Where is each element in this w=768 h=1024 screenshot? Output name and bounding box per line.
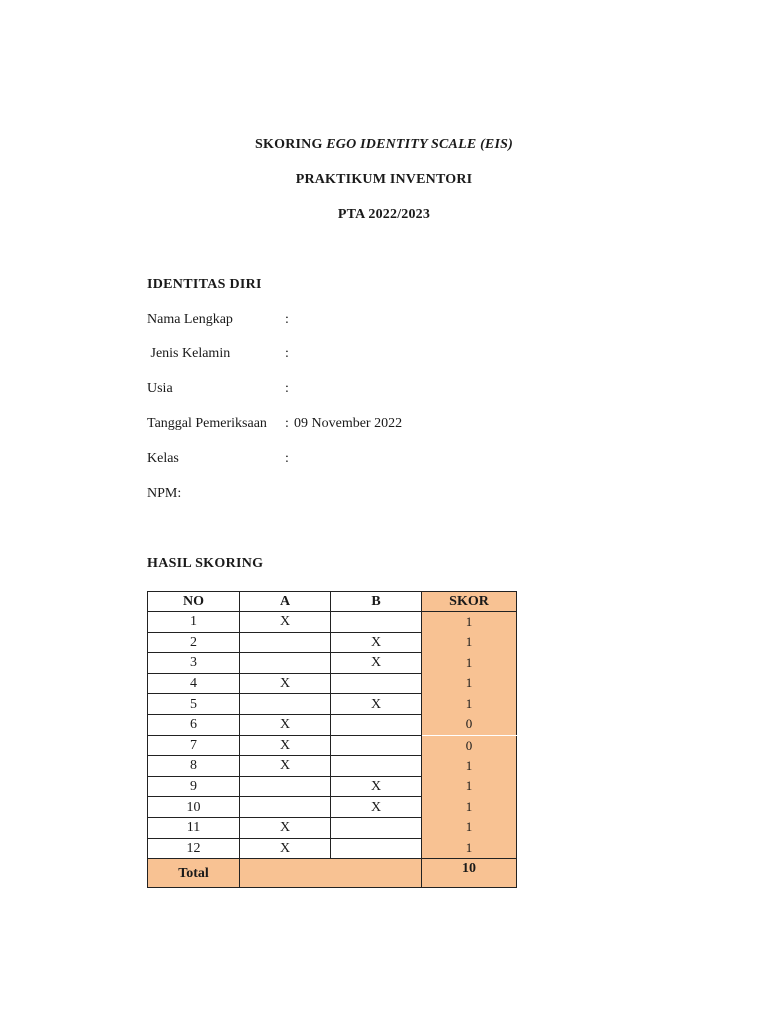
cell-b [331, 673, 422, 694]
cell-skor: 1 [422, 694, 517, 715]
cell-a: X [240, 735, 331, 756]
cell-b: X [331, 797, 422, 818]
field-colon: : [285, 346, 289, 361]
cell-b [331, 735, 422, 756]
field-colon: : [285, 416, 289, 431]
cell-no: 6 [148, 714, 240, 735]
cell-skor: 1 [422, 817, 517, 838]
cell-skor: 1 [422, 612, 517, 633]
cell-b [331, 612, 422, 633]
cell-no: 11 [148, 817, 240, 838]
title-prefix: SKORING [255, 137, 327, 152]
cell-skor: 1 [422, 653, 517, 674]
table-row [148, 714, 517, 735]
cell-b: X [331, 653, 422, 674]
column-header-b: B [331, 592, 422, 612]
table-row [148, 653, 517, 674]
field-colon: : [285, 451, 289, 466]
cell-no: 8 [148, 756, 240, 777]
table-row [148, 756, 517, 777]
cell-no: 5 [148, 694, 240, 715]
total-value: 10 [422, 859, 517, 888]
scoring-table-body [148, 612, 517, 859]
cell-skor: 1 [422, 673, 517, 694]
cell-skor: 0 [422, 735, 517, 756]
cell-a [240, 632, 331, 653]
table-row [148, 632, 517, 653]
field-colon: : [285, 381, 289, 396]
document-title [0, 137, 768, 153]
field-label: Tanggal Pemeriksaan [147, 416, 267, 431]
cell-a: X [240, 817, 331, 838]
cell-skor: 1 [422, 632, 517, 653]
identity-heading: IDENTITAS DIRI [147, 277, 262, 292]
field-label: NPM: [147, 486, 182, 501]
cell-a: X [240, 612, 331, 633]
scoring-heading: HASIL SKORING [147, 556, 264, 571]
table-row [148, 694, 517, 715]
field-label: Kelas [147, 451, 179, 466]
cell-skor: 1 [422, 756, 517, 777]
cell-a [240, 653, 331, 674]
cell-no: 3 [148, 653, 240, 674]
cell-a: X [240, 756, 331, 777]
cell-no: 2 [148, 632, 240, 653]
cell-skor: 0 [422, 714, 517, 735]
column-header-skor: SKOR [422, 592, 517, 612]
total-label: Total [148, 859, 240, 888]
column-header-no: NO [148, 592, 240, 612]
cell-no: 1 [148, 612, 240, 633]
cell-skor: 1 [422, 776, 517, 797]
cell-b: X [331, 776, 422, 797]
table-row [148, 612, 517, 633]
cell-b [331, 714, 422, 735]
table-row [148, 817, 517, 838]
field-colon: : [285, 312, 289, 327]
cell-no: 10 [148, 797, 240, 818]
field-value: 09 November 2022 [294, 416, 403, 431]
cell-a: X [240, 714, 331, 735]
cell-no: 4 [148, 673, 240, 694]
total-empty-cell [240, 859, 422, 888]
table-row [148, 776, 517, 797]
document-period: PTA 2022/2023 [337, 207, 431, 222]
cell-skor: 1 [422, 838, 517, 859]
cell-b [331, 838, 422, 859]
cell-b [331, 817, 422, 838]
title-italic: EGO IDENTITY SCALE (EIS) [326, 137, 513, 152]
cell-b [331, 756, 422, 777]
table-row [148, 797, 517, 818]
table-row [148, 735, 517, 756]
cell-a: X [240, 673, 331, 694]
document-subtitle: PRAKTIKUM INVENTORI [295, 172, 473, 187]
total-row [148, 859, 517, 888]
cell-b: X [331, 632, 422, 653]
cell-a [240, 694, 331, 715]
scoring-table [147, 591, 517, 888]
field-label: Jenis Kelamin [147, 346, 231, 361]
cell-b: X [331, 694, 422, 715]
table-header-row [148, 592, 517, 612]
field-label: Nama Lengkap [147, 312, 233, 327]
column-header-a: A [240, 592, 331, 612]
cell-a [240, 776, 331, 797]
cell-skor: 1 [422, 797, 517, 818]
cell-a [240, 797, 331, 818]
cell-no: 7 [148, 735, 240, 756]
table-row [148, 838, 517, 859]
table-row [148, 673, 517, 694]
field-label: Usia [147, 381, 173, 396]
cell-no: 12 [148, 838, 240, 859]
cell-no: 9 [148, 776, 240, 797]
cell-a: X [240, 838, 331, 859]
